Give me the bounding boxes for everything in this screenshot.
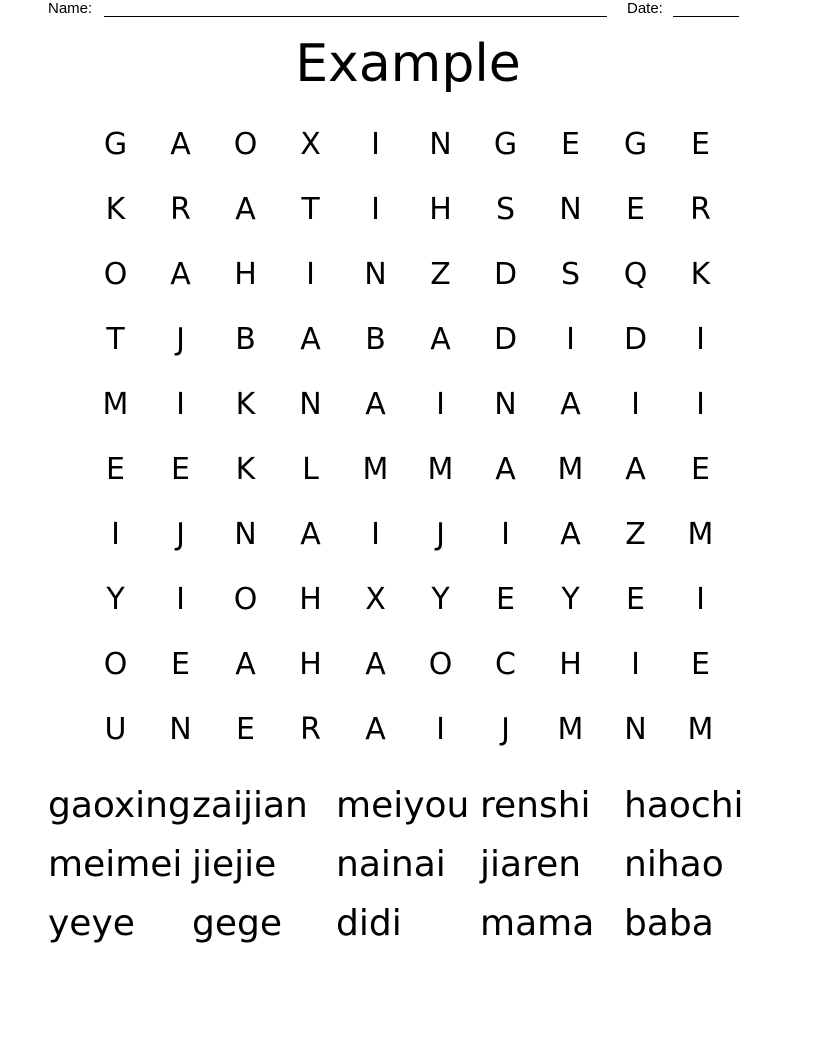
word-bank-item: renshi xyxy=(480,785,591,826)
grid-cell: Q xyxy=(623,257,648,292)
word-bank-item: gaoxing xyxy=(48,785,191,826)
grid-cell: N xyxy=(559,192,582,227)
grid-cell: H xyxy=(299,647,322,682)
grid-cell: I xyxy=(111,517,120,552)
grid-cell: J xyxy=(501,712,510,747)
word-bank-item: jiaren xyxy=(480,844,582,885)
grid-cell: I xyxy=(371,517,380,552)
grid-cell: K xyxy=(690,257,711,292)
grid-cell: E xyxy=(691,647,710,682)
page-title: Example xyxy=(295,34,521,94)
grid-cell: A xyxy=(300,517,321,552)
grid-cell: S xyxy=(560,257,581,292)
grid-cell: E xyxy=(626,192,645,227)
grid-cell: N xyxy=(429,127,452,162)
grid-cell: A xyxy=(365,712,386,747)
grid-cell: A xyxy=(170,127,191,162)
grid-cell: L xyxy=(302,452,319,487)
grid-cell: C xyxy=(495,647,516,682)
grid-cell: I xyxy=(696,582,705,617)
header-line xyxy=(0,0,816,20)
grid-cell: O xyxy=(103,257,128,292)
grid-cell: I xyxy=(371,127,380,162)
grid-cell: R xyxy=(170,192,191,227)
grid-cell: M xyxy=(557,712,584,747)
word-bank-item: zaijian xyxy=(192,785,308,826)
grid-cell: E xyxy=(626,582,645,617)
grid-cell: A xyxy=(235,647,256,682)
grid-cell: X xyxy=(300,127,321,162)
grid-cell: U xyxy=(104,712,127,747)
grid-cell: A xyxy=(495,452,516,487)
grid-cell: A xyxy=(430,322,451,357)
grid-cell: O xyxy=(233,127,258,162)
grid-cell: N xyxy=(234,517,257,552)
grid-cell: K xyxy=(235,387,256,422)
grid-cell: A xyxy=(365,647,386,682)
grid-cell: X xyxy=(365,582,386,617)
grid-cell: Y xyxy=(431,582,450,617)
grid-cell: N xyxy=(364,257,387,292)
word-bank-item: nihao xyxy=(624,844,724,885)
letter-grid xyxy=(83,112,733,762)
grid-cell: E xyxy=(106,452,125,487)
date-blank[interactable] xyxy=(673,16,739,17)
grid-cell: H xyxy=(559,647,582,682)
grid-cell: I xyxy=(696,387,705,422)
word-bank xyxy=(48,776,768,953)
grid-cell: Y xyxy=(106,582,125,617)
grid-cell: A xyxy=(170,257,191,292)
grid-cell: G xyxy=(103,127,128,162)
grid-cell: M xyxy=(557,452,584,487)
grid-cell: Z xyxy=(430,257,451,292)
grid-cell: M xyxy=(362,452,389,487)
grid-cell: O xyxy=(428,647,453,682)
grid-cell: J xyxy=(176,322,185,357)
name-blank[interactable] xyxy=(104,16,607,17)
word-bank-item: mama xyxy=(480,903,595,944)
grid-cell: I xyxy=(176,582,185,617)
grid-cell: M xyxy=(687,712,714,747)
word-bank-item: jiejie xyxy=(192,844,277,885)
grid-cell: A xyxy=(625,452,646,487)
word-bank-item: nainai xyxy=(336,844,446,885)
grid-cell: I xyxy=(371,192,380,227)
grid-cell: H xyxy=(429,192,452,227)
grid-cell: D xyxy=(493,322,518,357)
grid-cell: B xyxy=(365,322,386,357)
word-bank-item: yeye xyxy=(48,903,135,944)
word-bank-item: meimei xyxy=(48,844,183,885)
grid-cell: N xyxy=(494,387,517,422)
grid-cell: G xyxy=(623,127,648,162)
grid-cell: A xyxy=(560,517,581,552)
grid-cell: K xyxy=(105,192,126,227)
grid-cell: J xyxy=(176,517,185,552)
grid-cell: M xyxy=(687,517,714,552)
grid-cell: O xyxy=(103,647,128,682)
grid-cell: Z xyxy=(625,517,646,552)
word-bank-item: didi xyxy=(336,903,402,944)
grid-cell: K xyxy=(235,452,256,487)
grid-cell: R xyxy=(300,712,321,747)
grid-cell: J xyxy=(436,517,445,552)
grid-cell: D xyxy=(623,322,648,357)
grid-cell: I xyxy=(436,712,445,747)
grid-cell: R xyxy=(690,192,711,227)
grid-cell: O xyxy=(233,582,258,617)
word-bank-item: haochi xyxy=(624,785,744,826)
grid-cell: A xyxy=(560,387,581,422)
grid-cell: M xyxy=(427,452,454,487)
grid-cell: E xyxy=(691,452,710,487)
grid-cell: E xyxy=(171,647,190,682)
grid-cell: A xyxy=(235,192,256,227)
grid-cell: I xyxy=(631,647,640,682)
grid-cell: M xyxy=(102,387,129,422)
grid-cell: Y xyxy=(561,582,580,617)
word-bank-item: gege xyxy=(192,903,282,944)
grid-cell: E xyxy=(236,712,255,747)
grid-cell: G xyxy=(493,127,518,162)
name-label: Name: xyxy=(48,0,93,17)
grid-cell: T xyxy=(106,322,125,357)
grid-cell: B xyxy=(235,322,256,357)
grid-cell: I xyxy=(566,322,575,357)
grid-cell: E xyxy=(496,582,515,617)
grid-cell: N xyxy=(169,712,192,747)
grid-cell: I xyxy=(306,257,315,292)
grid-cell: E xyxy=(691,127,710,162)
grid-cell: D xyxy=(493,257,518,292)
grid-cell: N xyxy=(624,712,647,747)
grid-cell: E xyxy=(171,452,190,487)
grid-cell: H xyxy=(299,582,322,617)
word-bank-item: meiyou xyxy=(336,785,470,826)
grid-cell: S xyxy=(495,192,516,227)
grid-cell: T xyxy=(301,192,320,227)
grid-cell: I xyxy=(631,387,640,422)
grid-cell: H xyxy=(234,257,257,292)
grid-cell: N xyxy=(299,387,322,422)
date-label: Date: xyxy=(627,0,663,17)
word-bank-item: baba xyxy=(624,903,714,944)
grid-cell: A xyxy=(365,387,386,422)
grid-cell: I xyxy=(176,387,185,422)
grid-cell: E xyxy=(561,127,580,162)
grid-cell: I xyxy=(501,517,510,552)
grid-cell: I xyxy=(436,387,445,422)
grid-cell: A xyxy=(300,322,321,357)
grid-cell: I xyxy=(696,322,705,357)
